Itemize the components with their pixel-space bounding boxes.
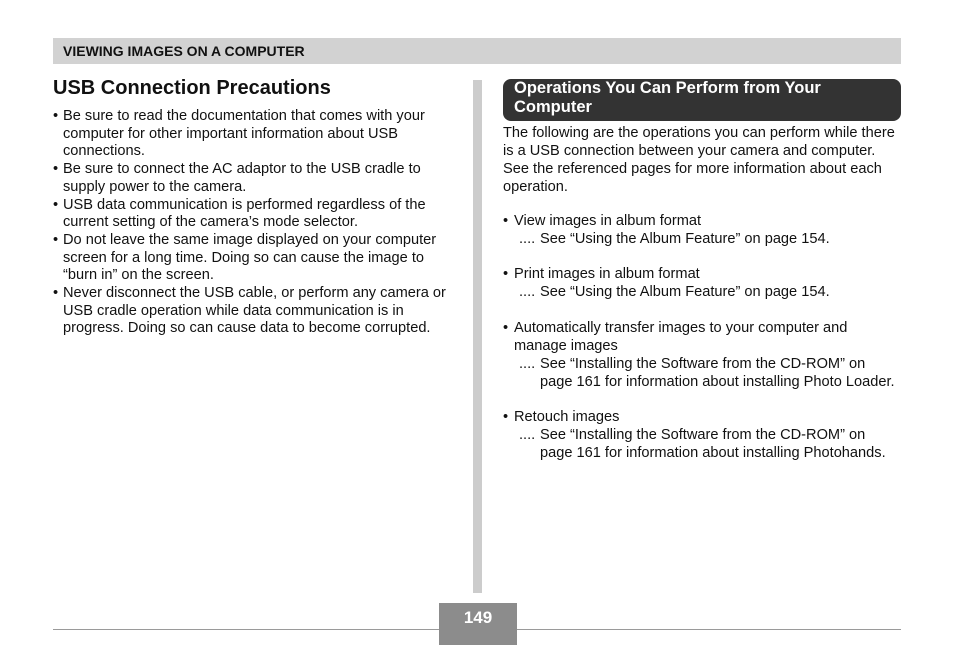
list-item: • Never disconnect the USB cable, or perform any camera or USB cradle operation while data communication is in progress. Doing so can cause data to become corrupted. — [53, 285, 458, 338]
usb-precautions-section — [53, 76, 458, 338]
list-item — [503, 266, 901, 302]
list-item — [503, 320, 901, 392]
operations-heading — [503, 79, 901, 121]
operation-reference — [503, 284, 901, 302]
precautions-list — [53, 108, 458, 338]
list-item: • Be sure to read the documentation that comes with your computer for other important information about USB connections. — [53, 108, 458, 161]
reference-text: See “Installing the Software from the CD-ROM” on page 161 for information about installing Photo Loader. — [540, 355, 895, 390]
reference-text: See “Installing the Software from the CD-ROM” on page 161 for information about installing Photohands. — [540, 426, 886, 461]
list-item: • USB data communication is performed regardless of the current setting of the camera’s mode selector. — [53, 197, 458, 232]
operation-title: • View images in album format — [503, 213, 901, 231]
list-item — [503, 213, 901, 249]
operations-intro: The following are the operations you can perform while there is a USB connection between your camera and computer. See the referenced pages for more information about each operation. — [503, 125, 895, 195]
reference-dots: .... — [519, 355, 536, 372]
section-title: USB Connection Precautions — [53, 77, 331, 99]
operation-title: • Automatically transfer images to your computer and manage images — [503, 320, 901, 356]
list-item — [503, 409, 901, 463]
running-header — [53, 38, 901, 64]
reference-dots: .... — [519, 426, 536, 443]
reference-dots: .... — [519, 284, 536, 301]
operation-reference — [503, 356, 901, 392]
operations-section — [503, 79, 901, 480]
list-item: • Do not leave the same image displayed on your computer screen for a long time. Doing so can cause the image to “burn in” on the screen. — [53, 232, 458, 285]
page-number: 149 — [439, 603, 517, 645]
reference-text: See “Using the Album Feature” on page 154. — [540, 284, 830, 301]
operation-title: • Print images in album format — [503, 266, 901, 284]
running-header-title: VIEWING IMAGES ON A COMPUTER — [63, 43, 305, 59]
operation-reference — [503, 427, 901, 463]
operation-title: • Retouch images — [503, 409, 901, 427]
list-item: • Be sure to connect the AC adaptor to the USB cradle to supply power to the camera. — [53, 161, 458, 196]
operations-list — [503, 213, 901, 463]
reference-text: See “Using the Album Feature” on page 154. — [540, 230, 830, 247]
operations-heading-line1: Operations You Can Perform from Your — [514, 79, 821, 97]
operations-heading-line2: Computer — [514, 98, 592, 116]
reference-dots: .... — [519, 230, 536, 247]
operation-reference — [503, 231, 901, 249]
column-divider — [473, 80, 482, 593]
